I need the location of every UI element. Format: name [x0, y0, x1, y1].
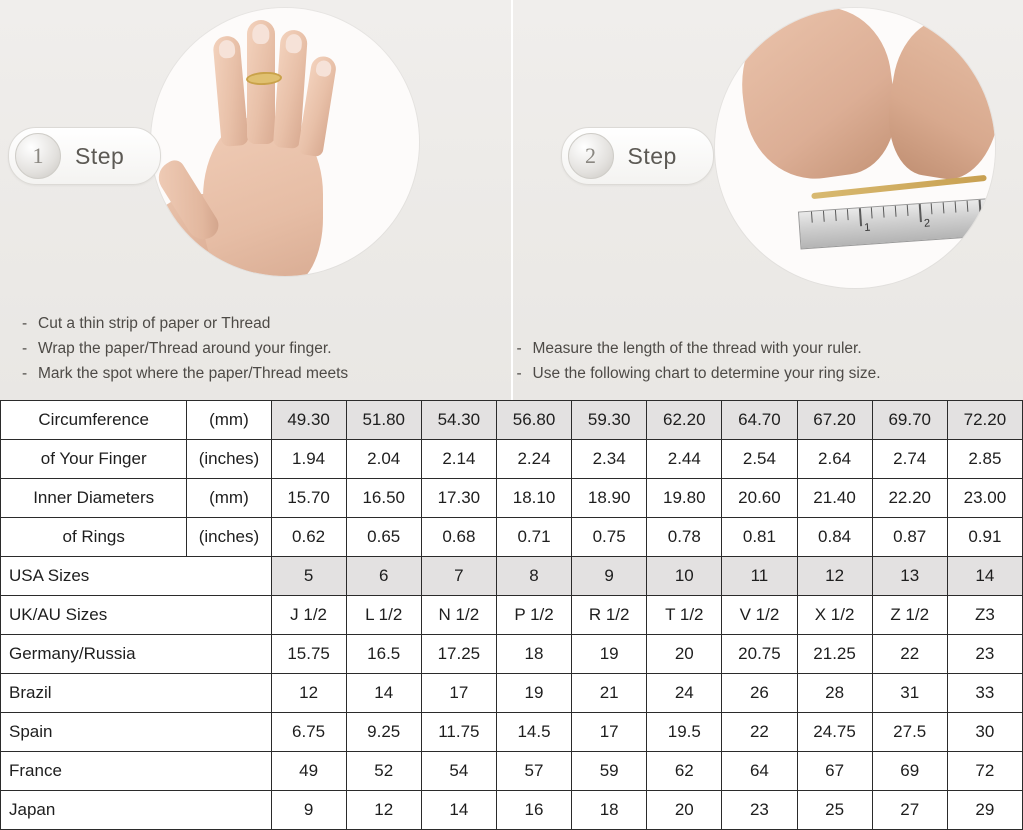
cell: 57: [496, 752, 571, 791]
instructions-section: [0, 0, 1023, 400]
cell: 20.60: [722, 479, 797, 518]
step-2-panel: [513, 0, 1023, 400]
step-2-badge: [561, 128, 714, 184]
cell: 31: [872, 674, 947, 713]
cell: 16.5: [346, 635, 421, 674]
cell: 22: [722, 713, 797, 752]
cell: V 1/2: [722, 596, 797, 635]
bullet-line: - Measure the length of the thread with your ruler.: [517, 336, 881, 361]
ruler-shape: [797, 197, 994, 250]
cell: 9: [572, 557, 647, 596]
cell: 20: [647, 635, 722, 674]
cell: 72.20: [947, 401, 1022, 440]
row-label: Spain: [1, 713, 272, 752]
cell: 20: [647, 791, 722, 830]
row-label: Germany/Russia: [1, 635, 272, 674]
cell: 14.5: [496, 713, 571, 752]
table-row: [1, 440, 1023, 479]
bullet-line: - Wrap the paper/Thread around your finger.: [22, 336, 348, 361]
cell: 2.24: [496, 440, 571, 479]
table-row: [1, 596, 1023, 635]
table-row: [1, 713, 1023, 752]
cell: P 1/2: [496, 596, 571, 635]
cell: 0.87: [872, 518, 947, 557]
bullet-text: Wrap the paper/Thread around your finger.: [38, 340, 332, 357]
cell: 51.80: [346, 401, 421, 440]
cell: 15.70: [271, 479, 346, 518]
cell: 11.75: [421, 713, 496, 752]
cell: 29: [947, 791, 1022, 830]
row-unit: (inches): [187, 518, 271, 557]
cell: 0.84: [797, 518, 872, 557]
cell: 30: [947, 713, 1022, 752]
cell: 22.20: [872, 479, 947, 518]
cell: 14: [421, 791, 496, 830]
cell: 14: [947, 557, 1022, 596]
row-label: Japan: [1, 791, 272, 830]
cell: 7: [421, 557, 496, 596]
cell: 2.44: [647, 440, 722, 479]
cell: 17: [421, 674, 496, 713]
cell: 69: [872, 752, 947, 791]
finger-shape: [212, 35, 248, 147]
table-row: [1, 401, 1023, 440]
cell: 10: [647, 557, 722, 596]
bullet-line: - Mark the spot where the paper/Thread meets: [22, 361, 348, 386]
row-unit: (mm): [187, 479, 271, 518]
cell: 0.65: [346, 518, 421, 557]
cell: 56.80: [496, 401, 571, 440]
cell: 21: [572, 674, 647, 713]
cell: 20.75: [722, 635, 797, 674]
step-number-circle: 2: [568, 133, 614, 179]
bullet-line: - Use the following chart to determine your ring size.: [517, 361, 881, 386]
cell: 6: [346, 557, 421, 596]
cell: 28: [797, 674, 872, 713]
cell: 14: [346, 674, 421, 713]
cell: 0.75: [572, 518, 647, 557]
step-2-bullets: [517, 336, 881, 386]
cell: 19.80: [647, 479, 722, 518]
cell: 0.81: [722, 518, 797, 557]
cell: 12: [271, 674, 346, 713]
cell: 0.68: [421, 518, 496, 557]
left-hand-shape: [731, 8, 903, 188]
cell: 23.00: [947, 479, 1022, 518]
cell: 0.91: [947, 518, 1022, 557]
row-label: Brazil: [1, 674, 272, 713]
step-1-badge: [8, 128, 161, 184]
cell: 23: [947, 635, 1022, 674]
cell: 54.30: [421, 401, 496, 440]
table-row: [1, 557, 1023, 596]
measured-thread-shape: [811, 175, 987, 199]
step-1-panel: [0, 0, 513, 400]
cell: N 1/2: [421, 596, 496, 635]
cell: 19: [572, 635, 647, 674]
row-label: USA Sizes: [1, 557, 272, 596]
cell: 16.50: [346, 479, 421, 518]
cell: 6.75: [271, 713, 346, 752]
cell: 2.54: [722, 440, 797, 479]
step-label: Step: [75, 143, 124, 170]
bullet-text: Use the following chart to determine your ring size.: [533, 365, 881, 382]
cell: 1.94: [271, 440, 346, 479]
cell: 16: [496, 791, 571, 830]
cell: 59.30: [572, 401, 647, 440]
cell: 24.75: [797, 713, 872, 752]
cell: 24: [647, 674, 722, 713]
row-unit: (mm): [187, 401, 271, 440]
cell: 12: [797, 557, 872, 596]
cell: 54: [421, 752, 496, 791]
cell: 59: [572, 752, 647, 791]
cell: 18: [496, 635, 571, 674]
cell: 23: [722, 791, 797, 830]
table-row: [1, 791, 1023, 830]
step-label: Step: [628, 143, 677, 170]
row-label: UK/AU Sizes: [1, 596, 272, 635]
ruler-number: 3: [983, 213, 990, 225]
cell: T 1/2: [647, 596, 722, 635]
cell: 62: [647, 752, 722, 791]
row-label: Circumference: [1, 401, 187, 440]
cell: 5: [271, 557, 346, 596]
cell: 11: [722, 557, 797, 596]
cell: R 1/2: [572, 596, 647, 635]
cell: 13: [872, 557, 947, 596]
cell: 18.10: [496, 479, 571, 518]
ruler-number: 2: [923, 217, 930, 229]
cell: 19.5: [647, 713, 722, 752]
table-row: [1, 635, 1023, 674]
row-label: of Rings: [1, 518, 187, 557]
cell: 0.78: [647, 518, 722, 557]
cell: 2.34: [572, 440, 647, 479]
cell: 17.30: [421, 479, 496, 518]
cell: 18.90: [572, 479, 647, 518]
table-row: [1, 479, 1023, 518]
cell: 33: [947, 674, 1022, 713]
step-1-photo: [151, 8, 419, 276]
cell: 25: [797, 791, 872, 830]
cell: X 1/2: [797, 596, 872, 635]
cell: 52: [346, 752, 421, 791]
cell: 67.20: [797, 401, 872, 440]
cell: J 1/2: [271, 596, 346, 635]
step-2-photo: [715, 8, 995, 288]
table-row: [1, 752, 1023, 791]
cell: 2.85: [947, 440, 1022, 479]
cell: 49.30: [271, 401, 346, 440]
cell: 22: [872, 635, 947, 674]
cell: 21.40: [797, 479, 872, 518]
cell: 8: [496, 557, 571, 596]
ruler-number: 1: [863, 222, 870, 234]
cell: 17.25: [421, 635, 496, 674]
cell: 72: [947, 752, 1022, 791]
cell: 9: [271, 791, 346, 830]
cell: 27.5: [872, 713, 947, 752]
cell: 19: [496, 674, 571, 713]
cell: 2.14: [421, 440, 496, 479]
bullet-text: Mark the spot where the paper/Thread meets: [38, 365, 348, 382]
table-row: [1, 674, 1023, 713]
cell: 0.71: [496, 518, 571, 557]
cell: Z3: [947, 596, 1022, 635]
cell: 64.70: [722, 401, 797, 440]
row-unit: (inches): [187, 440, 271, 479]
cell: 12: [346, 791, 421, 830]
cell: 2.64: [797, 440, 872, 479]
cell: 15.75: [271, 635, 346, 674]
bullet-text: Measure the length of the thread with your ruler.: [533, 340, 862, 357]
cell: 2.04: [346, 440, 421, 479]
cell: L 1/2: [346, 596, 421, 635]
step-1-bullets: [22, 311, 348, 386]
cell: Z 1/2: [872, 596, 947, 635]
cell: 62.20: [647, 401, 722, 440]
row-label: of Your Finger: [1, 440, 187, 479]
cell: 26: [722, 674, 797, 713]
cell: 18: [572, 791, 647, 830]
cell: 21.25: [797, 635, 872, 674]
cell: 64: [722, 752, 797, 791]
bullet-line: - Cut a thin strip of paper or Thread: [22, 311, 348, 336]
cell: 67: [797, 752, 872, 791]
right-hand-shape: [879, 10, 995, 185]
cell: 27: [872, 791, 947, 830]
cell: 9.25: [346, 713, 421, 752]
ring-size-table: [0, 400, 1023, 830]
cell: 69.70: [872, 401, 947, 440]
cell: 0.62: [271, 518, 346, 557]
bullet-text: Cut a thin strip of paper or Thread: [38, 315, 270, 332]
step-number-circle: 1: [15, 133, 61, 179]
cell: 2.74: [872, 440, 947, 479]
row-label: France: [1, 752, 272, 791]
table-row: [1, 518, 1023, 557]
cell: 49: [271, 752, 346, 791]
row-label: Inner Diameters: [1, 479, 187, 518]
cell: 17: [572, 713, 647, 752]
